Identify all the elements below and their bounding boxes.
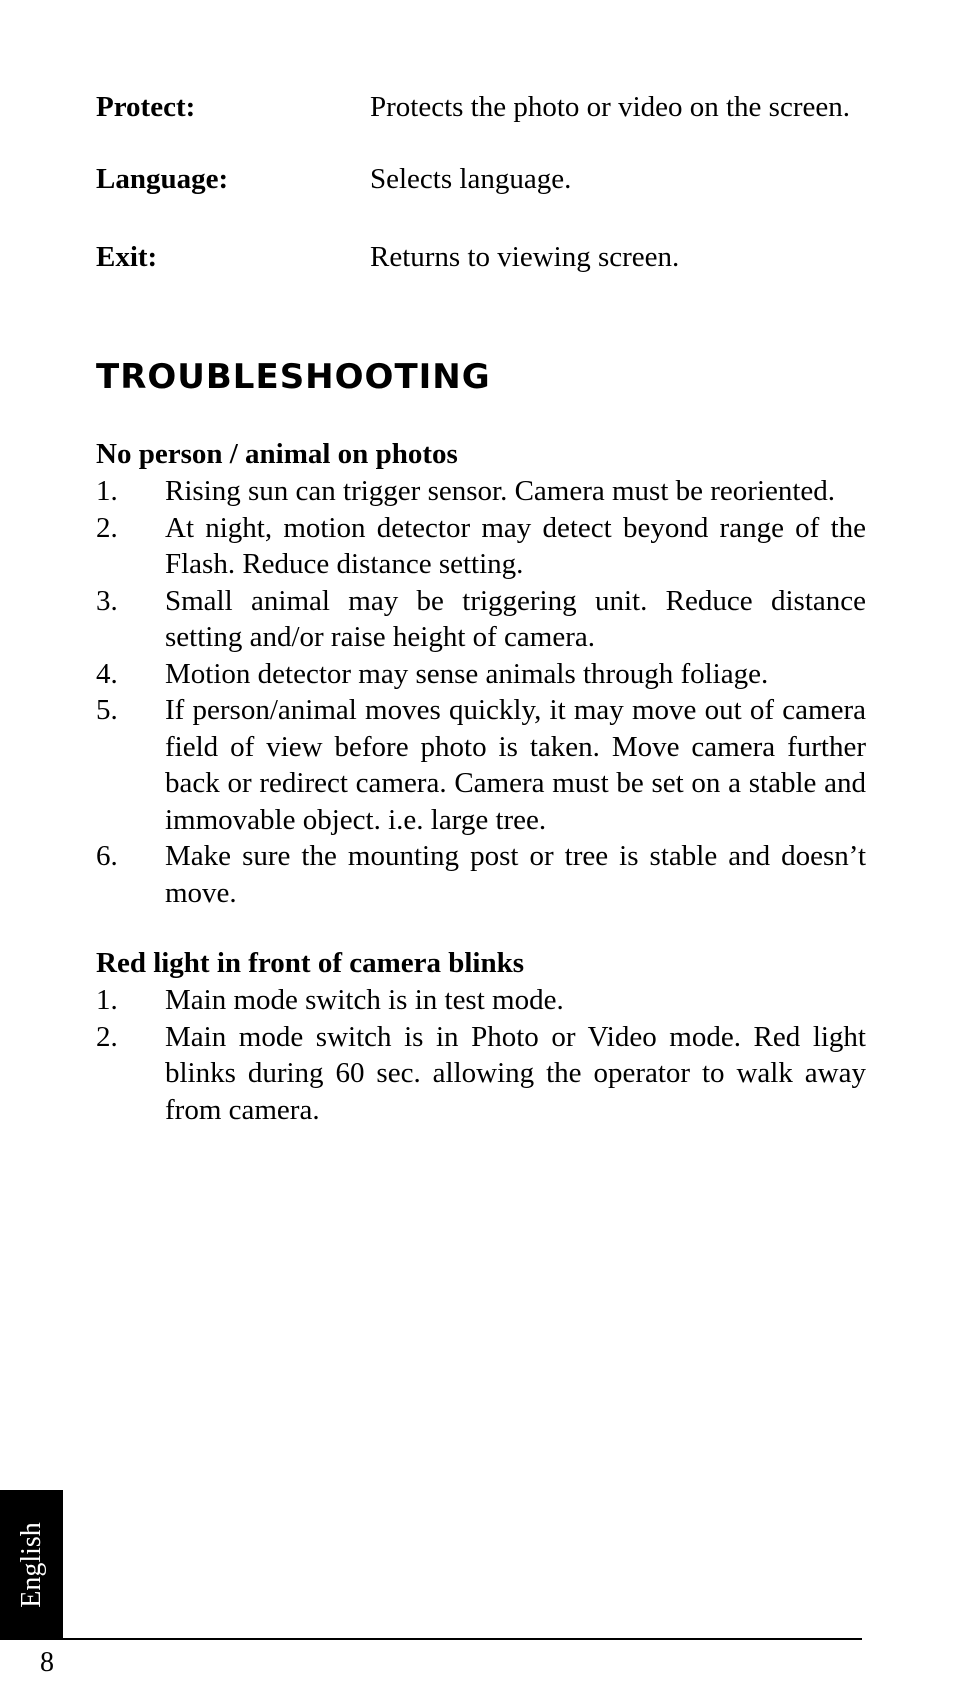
item-number: 1. — [96, 475, 118, 507]
list-item — [96, 656, 866, 693]
definition-description: Returns to viewing screen. — [370, 241, 680, 273]
definition-description: Protects the photo or video on the screen. — [370, 91, 850, 123]
list-item — [96, 692, 866, 838]
item-text: If person/animal moves quickly, it may move out of camera field of view before photo is taken. Move camera further back or redirect camera. Camera must be set on a stable and immovable object. i.e. large tree. — [165, 694, 866, 836]
item-number: 5. — [96, 694, 118, 726]
footer-rule — [63, 1638, 862, 1640]
definition-term: Exit: — [96, 241, 158, 273]
item-text: Main mode switch is in test mode. — [165, 984, 564, 1016]
list-item — [96, 982, 866, 1019]
section-title: TROUBLESHOOTING — [96, 357, 491, 397]
page-number: 8 — [40, 1647, 54, 1678]
item-number: 3. — [96, 584, 118, 617]
definition-term: Protect: — [96, 91, 196, 123]
subsection-heading-no-person: No person / animal on photos — [96, 438, 458, 470]
subsection-heading-red-light: Red light in front of camera blinks — [96, 947, 525, 979]
definition-term: Language: — [96, 163, 229, 195]
troubleshooting-list-no-person — [96, 473, 866, 911]
list-item — [96, 510, 866, 583]
item-number: 2. — [96, 511, 118, 544]
list-item — [96, 1019, 866, 1129]
item-number: 4. — [96, 657, 118, 690]
item-number: 1. — [96, 984, 118, 1016]
item-number: 6. — [96, 840, 118, 872]
item-number: 2. — [96, 1020, 118, 1053]
language-tab-label: English — [16, 1522, 47, 1608]
list-item — [96, 583, 866, 656]
item-text: Make sure the mounting post or tree is stable and doesn’t move. — [165, 840, 866, 909]
item-text: Main mode switch is in Photo or Video mode. Red light blinks during 60 sec. allowing the operator to walk away from camera. — [165, 1020, 866, 1126]
item-text: Rising sun can trigger sensor. Camera must be reoriented. — [165, 475, 836, 507]
list-item — [96, 473, 866, 510]
item-text: At night, motion detector may detect beyond range of the Flash. Reduce distance setting. — [165, 511, 866, 580]
item-text: Motion detector may sense animals through foliage. — [165, 657, 769, 690]
item-text: Small animal may be triggering unit. Reduce distance setting and/or raise height of camera. — [165, 584, 866, 653]
language-tab — [0, 1490, 63, 1640]
troubleshooting-list-red-light — [96, 982, 866, 1128]
definition-description: Selects language. — [370, 163, 572, 195]
list-item — [96, 838, 866, 911]
